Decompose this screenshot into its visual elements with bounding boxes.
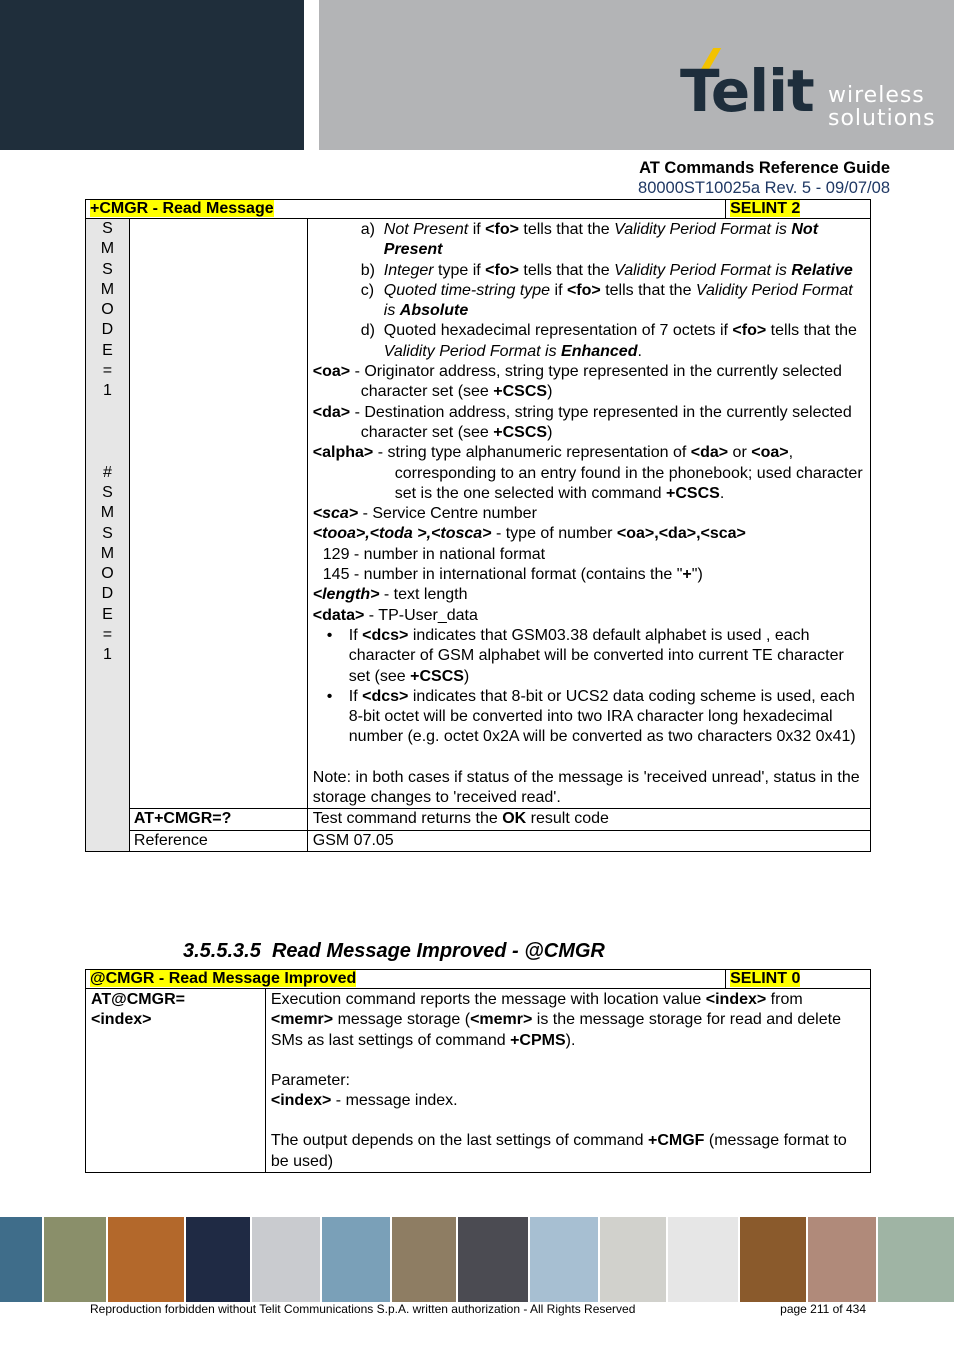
vertical-label-hash-smsmode (86, 463, 129, 666)
bullet-item: • If <dcs> indicates that GSM03.38 default alphabet is used , each character of GSM alphabet will be converted into current TE character set (see +CSCS) (313, 626, 864, 687)
table-row (86, 830, 871, 851)
reference-label: Reference (129, 830, 307, 851)
strip-photo (392, 1217, 456, 1302)
type-145: 145 - number in international format (contains the "+") (322, 566, 703, 584)
table-row (86, 809, 871, 830)
param-oa: <oa> - Originator address, string type represented in the currently selected character set (see +CSCS) (312, 363, 842, 401)
table-row (86, 219, 871, 809)
vertical-letter: D (101, 321, 114, 339)
vertical-letter: O (101, 565, 114, 583)
vertical-letter: S (102, 524, 113, 542)
test-command-description: Test command returns the OK result code (307, 809, 870, 830)
vertical-letter: # (103, 463, 112, 481)
vertical-label-smsmode (86, 219, 129, 402)
vertical-letter: M (100, 544, 115, 562)
header-dark-band (0, 0, 304, 150)
strip-photo (668, 1217, 738, 1302)
section-title: Read Message Improved - @CMGR (271, 940, 605, 962)
logo-tagline: wireless solutions (828, 83, 936, 131)
strip-photo (44, 1217, 106, 1302)
strip-photo (740, 1217, 806, 1302)
cmgr-table (85, 199, 871, 852)
vertical-letter: M (100, 280, 115, 298)
empty-cmd-cell (129, 219, 307, 809)
strip-photo (458, 1217, 528, 1302)
list-item: d) Quoted hexadecimal representation of 7 octets if <fo> tells that the Validity Period Format is Enhanced. (360, 322, 857, 360)
param-alpha: <alpha> - string type alphanumeric representation of <da> or <oa>, corresponding to an entry found in the phonebook; used character set is the one selected with command +CSCS. (312, 444, 863, 502)
note-text: Note: in both cases if status of the message is 'received unread', status in the storage changes to 'received read'. (312, 768, 860, 807)
vertical-letter: 1 (103, 382, 112, 400)
page-number: page 211 of 434 (780, 1302, 866, 1316)
vertical-letter: = (102, 362, 113, 380)
selint-badge: SELINT 2 (730, 200, 801, 217)
vertical-letter: S (102, 483, 113, 501)
vertical-letter: O (101, 301, 114, 319)
param-index: <index> - message index. (270, 1092, 458, 1110)
telit-logo (676, 48, 936, 134)
selint-cell (726, 970, 871, 989)
copyright-notice: Reproduction forbidden without Telit Communications S.p.A. written authorization - All Rights Reserved (90, 1302, 636, 1316)
execution-text: Execution command reports the message with location value <index> from <memr> message storage (<memr> is the message storage for read and delete SMs as last settings of command +CPMS). (270, 991, 841, 1049)
param-length: <length> - text length (312, 586, 468, 604)
section-number: 3.5.5.3.5 (183, 940, 261, 962)
table-row (86, 989, 871, 1173)
strip-photo (600, 1217, 666, 1302)
strip-photo (322, 1217, 390, 1302)
page-footer (90, 1302, 870, 1316)
table-title-cell (86, 200, 726, 219)
execution-command: AT@CMGR= <index> (86, 989, 266, 1173)
vertical-letter: S (102, 220, 113, 237)
param-description-cell (307, 219, 870, 809)
strip-photo (530, 1217, 598, 1302)
strip-photo (108, 1217, 184, 1302)
vertical-letter: D (101, 585, 114, 603)
vertical-letter: 1 (103, 646, 112, 664)
bullet-item: • If <dcs> indicates that 8-bit or UCS2 data coding scheme is used, each 8-bit octet will be converted into two IRA character long hexadecimal number (e.g. octet 0x2A will be converted as two characters 0x32 0x41) (313, 687, 864, 748)
section-heading (183, 940, 605, 963)
param-type-of-number: <tooa>,<toda >,<tosca> - type of number <oa>,<da>,<sca> (312, 525, 746, 543)
strip-photo (808, 1217, 876, 1302)
vertical-letter: M (100, 504, 115, 522)
table-header-row (86, 200, 871, 219)
document-title: AT Commands Reference Guide (639, 159, 890, 177)
footer-photo-strip (0, 1217, 954, 1302)
table-title-cell (86, 970, 726, 989)
table-header-row (86, 970, 871, 989)
param-da: <da> - Destination address, string type represented in the currently selected character set (see +CSCS) (312, 403, 852, 441)
param-sca: <sca> - Service Centre number (312, 505, 537, 523)
selint-badge: SELINT 0 (730, 970, 801, 987)
vertical-letter: M (100, 240, 115, 258)
list-item: b) Integer type if <fo> tells that the Validity Period Format is Relative (360, 261, 853, 279)
strip-photo (878, 1217, 954, 1302)
table-title: +CMGR - Read Message (90, 200, 274, 217)
list-item: a) Not Present if <fo> tells that the Validity Period Format is Not Present (360, 221, 819, 259)
type-129: 129 - number in national format (322, 545, 546, 563)
execution-description (265, 989, 870, 1173)
reference-value: GSM 07.05 (307, 830, 870, 851)
test-command: AT+CMGR=? (129, 809, 307, 830)
parameter-label: Parameter: (270, 1071, 350, 1089)
strip-photo (252, 1217, 320, 1302)
list-item: c) Quoted time-string type if <fo> tells that the Validity Period Format is Absolute (360, 281, 853, 320)
document-subtitle: 80000ST10025a Rev. 5 - 09/07/08 (638, 179, 890, 197)
param-data: <data> - TP-User_data (312, 606, 478, 624)
selint-cell (726, 200, 871, 219)
table-title: @CMGR - Read Message Improved (90, 970, 357, 987)
smsmode-label-cell (86, 219, 130, 852)
vertical-letter: E (102, 605, 113, 623)
at-cmgr-table (85, 969, 871, 1173)
validity-list (313, 220, 864, 362)
strip-photo (186, 1217, 250, 1302)
logo-text: Telit (680, 57, 814, 125)
output-text: The output depends on the last settings of command +CMGF (message format to be used) (270, 1132, 847, 1170)
vertical-letter: S (102, 260, 113, 278)
vertical-letter: = (102, 626, 113, 644)
strip-photo (0, 1217, 42, 1302)
vertical-letter: E (102, 341, 113, 359)
